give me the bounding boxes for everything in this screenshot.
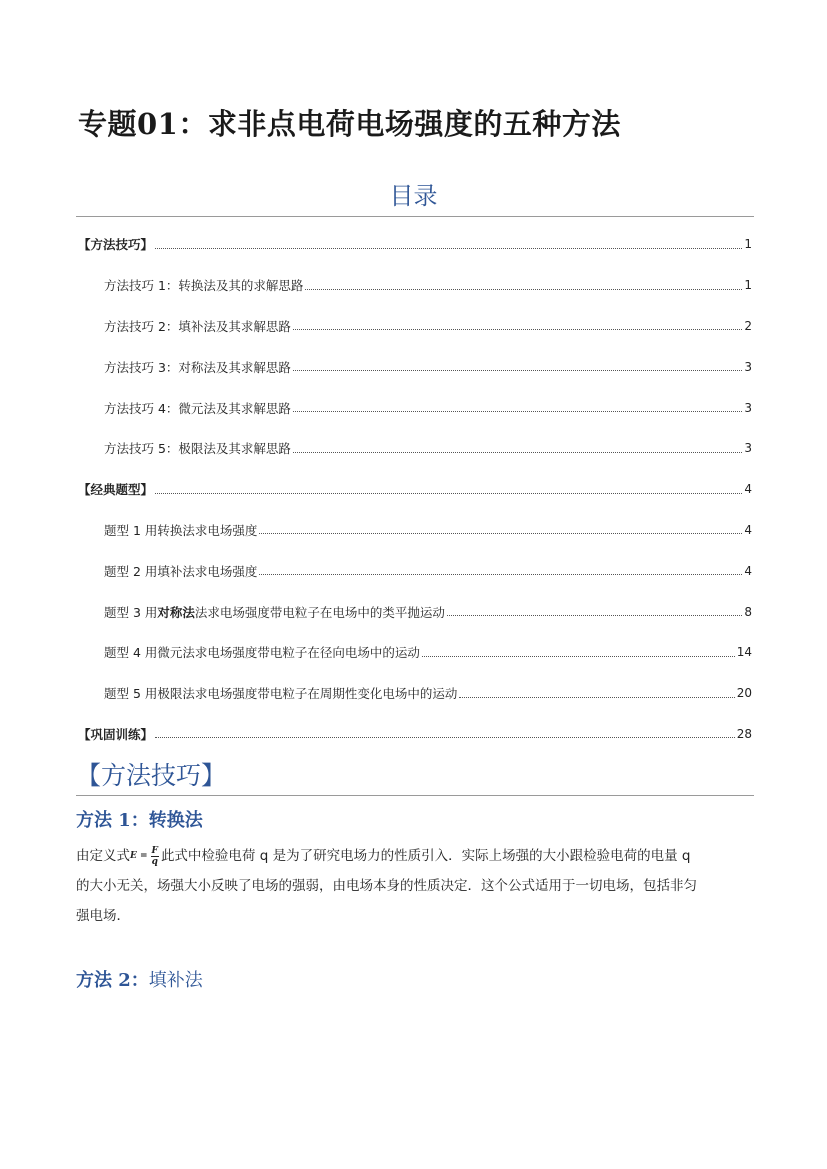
toc-entry-label-pre: 题型 3 用 [104, 604, 158, 620]
toc-page-number: 8 [744, 604, 752, 619]
paragraph-line: 强电场． [76, 908, 130, 924]
toc-entry-label: 题型 1 用转换法求电场强度 [104, 522, 258, 538]
section-heading-methods: 【方法技巧】 [76, 761, 227, 790]
field-strength-formula [130, 841, 159, 871]
toc-entry-label: 【经典题型】 [78, 482, 154, 498]
toc-entry-label: 方法技巧 4：微元法及其求解思路 [104, 400, 291, 416]
formula-fraction [151, 846, 159, 867]
table-of-contents [76, 224, 752, 754]
toc-entry-type-4[interactable] [76, 632, 752, 673]
toc-leader-dots [259, 533, 742, 534]
toc-entry-method-3[interactable] [76, 346, 752, 387]
toc-entry-label: 【方法技巧】 [78, 237, 154, 253]
toc-page-number: 4 [744, 482, 752, 497]
toc-leader-dots [305, 289, 742, 290]
toc-top-divider [76, 216, 754, 217]
toc-entry-method-2[interactable] [76, 306, 752, 347]
toc-entry-label [104, 603, 445, 621]
toc-leader-dots [422, 656, 735, 657]
toc-entry-type-3[interactable] [76, 591, 752, 632]
toc-page-number: 3 [744, 400, 752, 415]
page-title: 专题01：求非点电荷电场强度的五种方法 [78, 107, 621, 141]
toc-page-number: 4 [744, 563, 752, 578]
method-2-heading-bold: 方法 2： [76, 970, 149, 991]
toc-entry-classic-types[interactable] [76, 469, 752, 510]
toc-leader-dots [259, 574, 742, 575]
toc-leader-dots [155, 248, 742, 249]
toc-leader-dots [459, 697, 734, 698]
toc-leader-dots [293, 411, 742, 412]
toc-page-number: 4 [744, 522, 752, 537]
toc-entry-label: 方法技巧 2：填补法及其求解思路 [104, 318, 291, 334]
toc-entry-type-5[interactable] [76, 673, 752, 714]
toc-leader-dots [293, 329, 742, 330]
toc-page-number: 3 [744, 441, 752, 456]
formula-denominator: q [151, 856, 158, 867]
toc-entry-label: 【巩固训练】 [78, 726, 154, 742]
toc-page-number: 2 [744, 318, 752, 333]
toc-entry-label: 方法技巧 5：极限法及其求解思路 [104, 441, 291, 457]
toc-leader-dots [155, 737, 735, 738]
toc-entry-label: 方法技巧 3：对称法及其求解思路 [104, 359, 291, 375]
toc-page-number: 14 [736, 645, 752, 660]
toc-entry-type-1[interactable] [76, 510, 752, 551]
paragraph-line: 的大小无关，场强大小反映了电场的强弱，由电场本身的性质决定．这个公式适用于一切电场，包括非匀 [76, 878, 697, 894]
section-divider [76, 795, 754, 796]
toc-page-number: 3 [744, 359, 752, 374]
toc-entry-label: 题型 4 用微元法求电场强度带电粒子在径向电场中的运动 [104, 645, 420, 661]
toc-page-number: 20 [736, 686, 752, 701]
toc-entry-type-2[interactable] [76, 550, 752, 591]
toc-leader-dots [155, 493, 742, 494]
toc-page-number: 28 [736, 726, 752, 741]
toc-entry-label: 题型 2 用填补法求电场强度 [104, 563, 258, 579]
paragraph-line [76, 841, 756, 871]
toc-entry-method-5[interactable] [76, 428, 752, 469]
formula-numerator: F [151, 845, 158, 856]
toc-entry-method-4[interactable] [76, 387, 752, 428]
method-2-heading [76, 966, 203, 992]
toc-entry-label-post: 法求电场强度带电粒子在电场中的类平抛运动 [194, 604, 445, 620]
formula-lhs: E = [130, 851, 148, 861]
text-before-formula: 由定义式 [76, 848, 130, 864]
toc-page-number: 1 [744, 278, 752, 293]
toc-entry-label: 题型 5 用极限法求电场强度带电粒子在周期性变化电场中的运动 [104, 686, 458, 702]
toc-entry-label: 方法技巧 1：转换法及其的求解思路 [104, 278, 304, 294]
toc-page-number: 1 [744, 237, 752, 252]
toc-entry-consolidation[interactable] [76, 714, 752, 755]
toc-entry-method-1[interactable] [76, 265, 752, 306]
text-after-formula: 此式中检验电荷 q 是为了研究电场力的性质引入．实际上场强的大小跟检验电荷的电量 q [160, 848, 691, 864]
toc-leader-dots [293, 370, 742, 371]
toc-heading: 目录 [389, 182, 438, 210]
method-1-heading: 方法 1：转换法 [76, 810, 203, 831]
toc-leader-dots [447, 615, 742, 616]
method-2-heading-plain: 填补法 [148, 970, 203, 991]
toc-leader-dots [293, 452, 742, 453]
toc-entry-label-emphasis: 对称法 [157, 604, 195, 620]
method-1-paragraph [76, 841, 756, 931]
toc-entry-methods[interactable] [76, 224, 752, 265]
